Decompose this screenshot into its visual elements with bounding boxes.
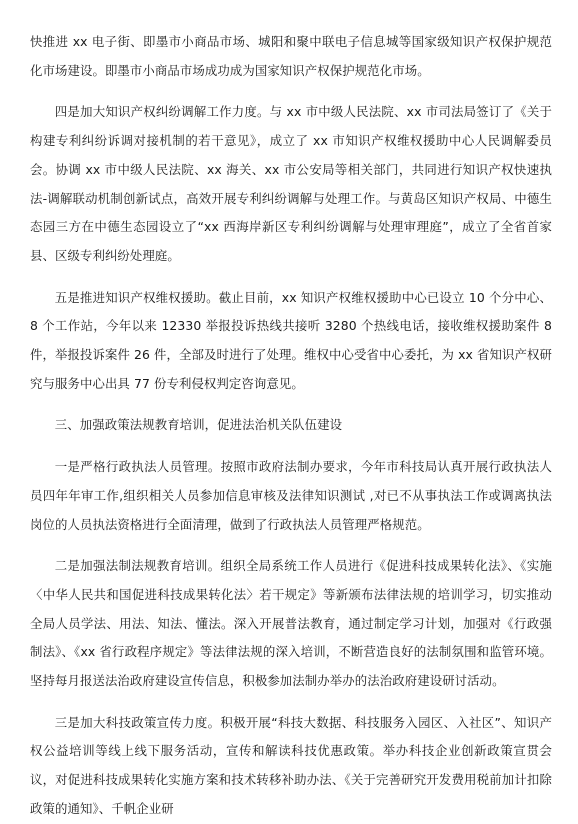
- paragraph-ip-dispute-mediation: 四是加大知识产权纠纷调解工作力度。与 xx 市中级人民法院、xx 市司法局签订了《关于构建专利纠纷诉调对接机制的若干意见》，成立了 xx 市知识产权维权援助中心人民调解委员会。协调 xx 市中级人民法院、xx 海关、xx 市公安局等相关部门，共同进行知识产权快速执法-调解联动机制创新试点，高效开展专利纠纷调解与处理工作。与黄岛区知识产权局、中德生态园三方在中德生态园设立了“xx 西海岸新区专利纠纷调解与处理审理庭”，成立了全省首家县、区级专利纠纷处理庭。: [30, 104, 552, 263]
- paragraph-law-enforcement-management: 一是严格行政执法人员管理。按照市政府法制办要求，今年市科技局认真开展行政执法人员四年年审工作,组织相关人员参加信息审核及法律知识测试 ,对已不从事执法工作或调离执法岗位的人员执法资格进行全面清理，做到了行政执法人员管理严格规范。: [30, 459, 552, 532]
- paragraph-ip-rights-assistance: 五是推进知识产权维权援助。截止目前，xx 知识产权维权援助中心已设立 10 个分中心、8 个工作站，今年以来 12330 举报投诉热线共接听 3280 个热线电话，接收维权援助案件 8 件，举报投诉案件 26 件，全部及时进行了处理。维权中心受省中心委托，为 xx 省知识产权研究与服务中心出具 77 份专利侵权判定咨询意见。: [30, 289, 552, 391]
- paragraph-ip-market-construction: 快推进 xx 电子街、即墨市小商品市场、城阳和聚中联电子信息城等国家级知识产权保护规范化市场建设。即墨市小商品市场成功成为国家知识产权保护规范化市场。: [30, 34, 552, 78]
- section-heading-policy-training: 三、加强政策法规教育培训，促进法治机关队伍建设: [54, 417, 343, 433]
- paragraph-tech-policy-publicity: 三是加大科技政策宣传力度。积极开展“科技大数据、科技服务入园区、入社区”、知识产权公益培训等线上线下服务活动，宣传和解读科技优惠政策。举办科技企业创新政策宣贯会议，对促进科技成果转化实施方案和技术转移补助办法、《关于完善研究开发费用税前加计扣除政策的通知》、千帆企业研: [30, 714, 552, 816]
- paragraph-legal-education-training: 二是加强法制法规教育培训。组织全局系统工作人员进行《促进科技成果转化法》、《实施〈中华人民共和国促进科技成果转化法〉若干规定》等新颁布法律法规的培训学习，切实推动全局人员学法、用法、知法、懂法。深入开展普法教育，通过制定学习计划，加强对《行政强制法》、《xx 省行政程序规定》等法律法规的深入培训，不断营造良好的法制氛围和监管环境。坚持每月报送法治政府建设宣传信息，积极参加法制办举办的法治政府建设研讨活动。: [30, 558, 552, 689]
